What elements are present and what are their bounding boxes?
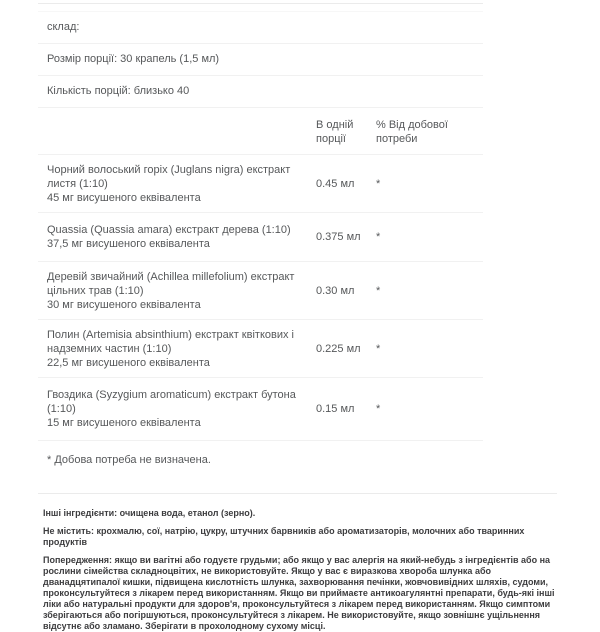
ingredient-name — [38, 388, 316, 430]
serving-size-label: Розмір порції: 30 крапель (1,5 мл) — [47, 53, 220, 65]
ingredient-name — [38, 270, 316, 312]
ingredient-title: Деревій звичайний (Achillea millefolium) екстракт цільних трав (1:10) — [47, 271, 295, 297]
ingredient-equivalent: 15 мг висушеного еквівалента — [47, 417, 201, 429]
section-divider — [38, 493, 557, 494]
ingredient-amount: 0.375 мл — [316, 231, 361, 243]
ingredient-title: Полин (Artemisia absinthium) екстракт квіткових і надземних частин (1:10) — [47, 329, 294, 355]
ingredient-title: Quassia (Quassia amara) екстракт дерева (1:10) — [47, 224, 291, 236]
table-row — [38, 378, 483, 441]
table-row — [38, 320, 483, 378]
does-not-contain-text: Не містить: крохмалю, сої, натрію, цукру, штучних барвників або ароматизаторів, молочних або тваринних продуктів — [43, 526, 525, 547]
other-ingredients-text: Інші інгредієнти: очищена вода, етанол (зерно). — [43, 508, 256, 518]
column-header-daily-value: % Від добової потреби — [376, 119, 448, 145]
serving-size-row — [38, 44, 483, 76]
ingredient-amount: 0.45 мл — [316, 178, 355, 190]
ingredient-amount: 0.15 мл — [316, 403, 355, 415]
ingredient-title: Гвоздика (Syzygium aromaticum) екстракт бутона (1:10) — [47, 389, 296, 415]
ingredient-daily-value: * — [376, 403, 381, 415]
ingredient-daily-value: * — [376, 231, 381, 243]
servings-count-label: Кількість порцій: близько 40 — [47, 85, 190, 97]
ingredient-daily-value: * — [376, 343, 381, 355]
daily-value-footnote: * Добова потреба не визначена. — [47, 454, 211, 466]
ingredient-title: Чорний волоський горіх (Juglans nigra) екстракт листя (1:10) — [47, 164, 291, 190]
ingredient-name — [38, 163, 316, 205]
ingredient-amount: 0.225 мл — [316, 343, 361, 355]
table-row — [38, 262, 483, 320]
supplement-facts-table — [38, 3, 483, 493]
composition-row — [38, 12, 483, 44]
ingredient-daily-value: * — [376, 285, 381, 297]
composition-label: склад: — [47, 21, 80, 33]
ingredient-daily-value: * — [376, 178, 381, 190]
table-row — [38, 213, 483, 262]
column-header-amount: В одній порції — [316, 119, 354, 145]
ingredient-name — [38, 328, 316, 370]
footnote-row — [38, 441, 483, 493]
ingredient-amount: 0.30 мл — [316, 285, 355, 297]
servings-count-row — [38, 76, 483, 108]
ingredient-equivalent: 30 мг висушеного еквівалента — [47, 299, 201, 311]
ingredient-equivalent: 22,5 мг висушеного еквівалента — [47, 357, 210, 369]
product-info-block — [43, 508, 557, 632]
top-cut-divider — [38, 3, 483, 4]
table-row — [38, 155, 483, 213]
ingredient-name — [38, 223, 316, 251]
ingredient-equivalent: 37,5 мг висушеного еквівалента — [47, 238, 210, 250]
warning-text: Попередження: якщо ви вагітні або годуєте грудьми; або якщо у вас алергія на який-небудь з інгредієнтів або на рослини сімейства складноцвітих, не використовуйте. Якщо у вас є виразкова хвороба шлунка або дванадцятипалої кишки, підвищена кислотність шлунка, захворювання печінки, жовчовивідних шляхів, судоми, проконсультуйтеся з лікарем перед використанням. Якщо ви приймаєте антикоагулянтні препарати, будь-які інші ліки або натуральні продукти для здоров'я, проконсультуйтеся з лікарем перед використанням. Якщо симптоми зберігаються або погіршуються, проконсультуйтеся з лікарем. Не використовуйте, якщо зовнішнє ущільнення відсутнє або зламано. Зберігати в прохолодному сухому місці. — [43, 555, 555, 631]
ingredient-equivalent: 45 мг висушеного еквівалента — [47, 192, 201, 204]
column-header-row — [38, 108, 483, 155]
